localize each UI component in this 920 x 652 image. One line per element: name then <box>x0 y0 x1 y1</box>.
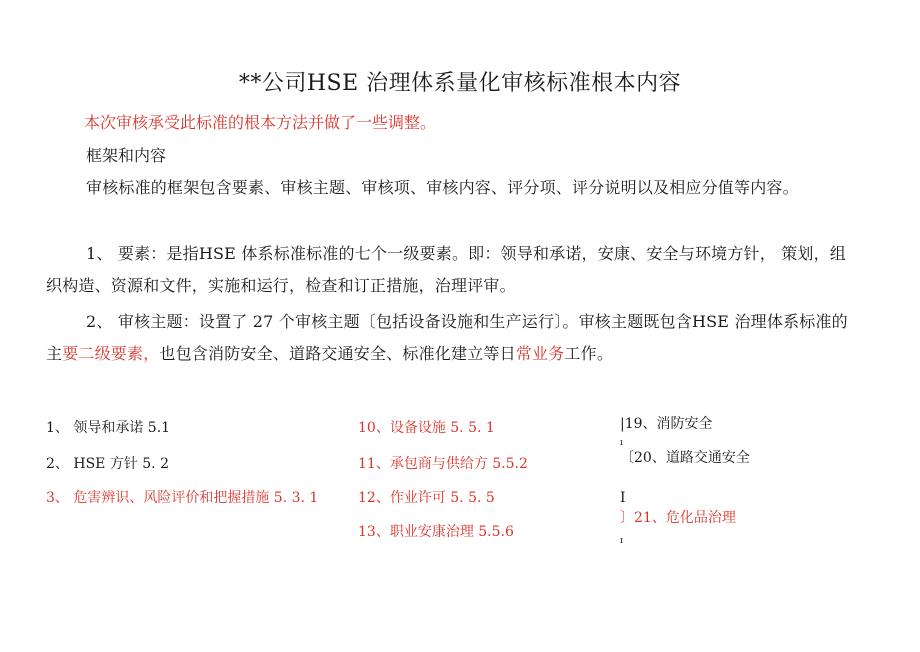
document-title: **公司HSE 治理体系量化审核标准根本内容 <box>238 71 682 96</box>
topic-list-column-2 <box>358 418 588 548</box>
highlighted-text: 要二级要素， <box>62 344 160 363</box>
list-item: I <box>620 490 626 506</box>
list-item: 〕21、危化品治理 <box>620 510 736 526</box>
list-item: |19、消防安全 <box>620 416 713 432</box>
paragraph-elements: 1、 要素：是指HSE 体系标准标准的七个一级要素。即：领导和承诺，安康、安全与环境方针， 策划，组织构造、资源和文件，实施和运行，检查和订正措施，治理评审。 <box>46 244 847 295</box>
list-item: 3、 危害辨识、风险评价和把握措施 5. 3. 1 <box>46 490 319 506</box>
section-heading: 框架和内容 <box>86 146 167 165</box>
list-item: 1、 领导和承诺 5.1 <box>46 420 171 436</box>
topic-list-column-3 <box>620 414 780 554</box>
highlighted-text: 常业务 <box>515 344 565 363</box>
list-item: ɪ <box>620 536 623 546</box>
list-item: ı <box>620 438 623 448</box>
list-item: 10、设备设施 5. 5. 1 <box>358 420 495 436</box>
paragraph-text: 也包含消防安全、道路交通安全、标准化建立等日 <box>159 344 516 363</box>
topic-list-column-1 <box>46 418 356 538</box>
list-item: 11、承包商与供给方 5.5.2 <box>358 456 528 472</box>
list-item: 2、 HSE 方针 5. 2 <box>46 456 169 472</box>
list-item: 12、作业许可 5. 5. 5 <box>358 490 495 506</box>
list-item: 〔20、道路交通安全 <box>620 450 750 466</box>
paragraph-text: 2、 审核主题：设置了 27 个审核主题〔包括设备设施和生产运行〕。审核主题既包含HSE 治理体系标准的主 <box>46 312 848 363</box>
list-item: 13、职业安康治理 5.5.6 <box>358 524 514 540</box>
paragraph-text: 工作。 <box>564 344 614 363</box>
paragraph-audit-topics <box>46 306 858 370</box>
intro-note: 本次审核承受此标准的根本方法并做了一些调整。 <box>84 113 437 132</box>
paragraph-framework: 审核标准的框架包含要素、审核主题、审核项、审核内容、评分项、评分说明以及相应分值等内容。 <box>86 178 799 197</box>
